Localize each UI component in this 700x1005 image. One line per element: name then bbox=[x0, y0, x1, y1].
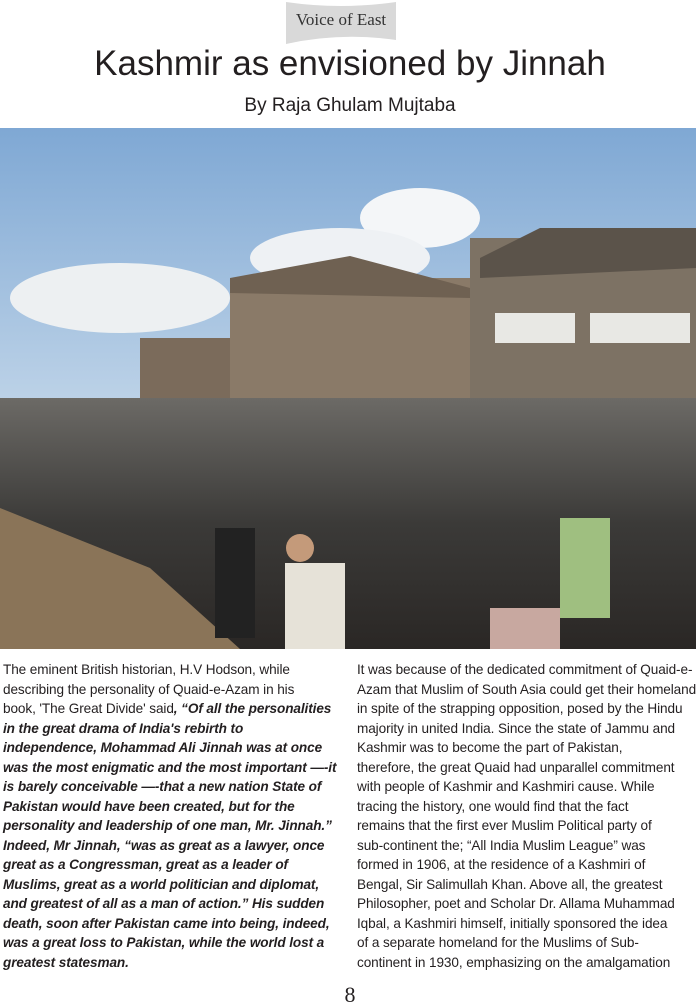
quote-text: is barely conceivable —-that a new nation State of bbox=[3, 779, 322, 794]
quote-text: greatest statesman. bbox=[3, 954, 129, 970]
article-column-left bbox=[3, 660, 349, 972]
text-line bbox=[3, 758, 349, 778]
quote-text: death, soon after Pakistan came into being, indeed, bbox=[3, 915, 330, 931]
text-line: therefore, the great Quaid had unparallel commitment bbox=[357, 759, 675, 775]
text-line: Iqbal, a Kashmiri himself, initially sponsored the idea bbox=[357, 915, 668, 931]
text-line bbox=[3, 855, 349, 875]
article-byline: By Raja Ghulam Mujtaba bbox=[244, 95, 456, 116]
quote-text: was a great loss to Pakistan, while the world lost a bbox=[3, 935, 325, 950]
text-line bbox=[3, 836, 349, 856]
text-line bbox=[3, 660, 349, 680]
text-line bbox=[3, 797, 349, 817]
text-line bbox=[3, 953, 349, 973]
body-text: The eminent British historian, H.V Hodson, while bbox=[3, 662, 290, 677]
text-line: Bengal, Sir Salimullah Khan. Above all, the greatest bbox=[357, 876, 663, 892]
text-line: continent in 1930, emphasizing on the amalgamation bbox=[357, 954, 671, 970]
article-title: Kashmir as envisioned by Jinnah bbox=[94, 44, 606, 83]
quote-text: Muslims, great as a world politician and diplomat, bbox=[3, 876, 320, 892]
text-line: tracing the history, one would find that the fact bbox=[357, 798, 629, 814]
text-line: Philosopher, poet and Scholar Dr. Allama Muhammad bbox=[357, 896, 675, 911]
quote-text: was the most enigmatic and the most important —-it bbox=[3, 759, 337, 775]
quote-text: personality and leadership of one man, Mr. Jinnah.” bbox=[3, 818, 332, 833]
body-text: describing the personality of Quaid-e-Azam in his bbox=[3, 681, 295, 697]
text-line bbox=[3, 875, 349, 895]
quote-text: Pakistan would have been created, but for the bbox=[3, 798, 295, 814]
text-line bbox=[3, 816, 349, 836]
quote-text: great as a Congressman, great as a leader of bbox=[3, 857, 288, 872]
text-line: remains that the first ever Muslim Political party of bbox=[357, 818, 652, 833]
text-line: in spite of the strapping opposition, posed by the Hindu bbox=[357, 701, 683, 716]
text-line bbox=[3, 680, 349, 700]
text-line bbox=[3, 894, 349, 914]
text-line bbox=[3, 699, 349, 719]
text-line: formed in 1906, at the residence of a Kashmiri of bbox=[357, 857, 646, 872]
article-column-right bbox=[357, 660, 697, 972]
text-line bbox=[3, 777, 349, 797]
body-text: book, 'The Great Divide' said bbox=[3, 701, 174, 716]
crowd-protest-photo bbox=[0, 128, 696, 649]
quote-text: Indeed, Mr Jinnah, “was as great as a lawyer, once bbox=[3, 837, 325, 853]
quote-text: and greatest of all as a man of action.” His sudden bbox=[3, 896, 325, 911]
quote-text: , “Of all the personalities bbox=[173, 701, 332, 716]
text-line: sub-continent the; “All India Muslim League” was bbox=[357, 837, 646, 853]
quote-text: in the great drama of India's rebirth to bbox=[3, 720, 244, 736]
text-line: Kashmir was to become the part of Pakistan, bbox=[357, 740, 623, 755]
text-line: with people of Kashmir and Kashmiri cause. While bbox=[357, 779, 655, 794]
text-line: majority in united India. Since the state of Jammu and bbox=[357, 720, 676, 736]
text-line bbox=[3, 738, 349, 758]
text-line bbox=[3, 933, 349, 953]
quote-text: independence, Mohammad Ali Jinnah was at once bbox=[3, 740, 323, 755]
section-label: Voice of East bbox=[295, 10, 387, 29]
text-line: It was because of the dedicated commitment of Quaid-e- bbox=[357, 662, 693, 677]
text-line: Azam that Muslim of South Asia could get their homeland bbox=[357, 681, 697, 697]
page-number: 8 bbox=[344, 982, 356, 1005]
text-line bbox=[3, 914, 349, 934]
text-line: of a separate homeland for the Muslims of Sub- bbox=[357, 935, 639, 950]
text-line bbox=[3, 719, 349, 739]
